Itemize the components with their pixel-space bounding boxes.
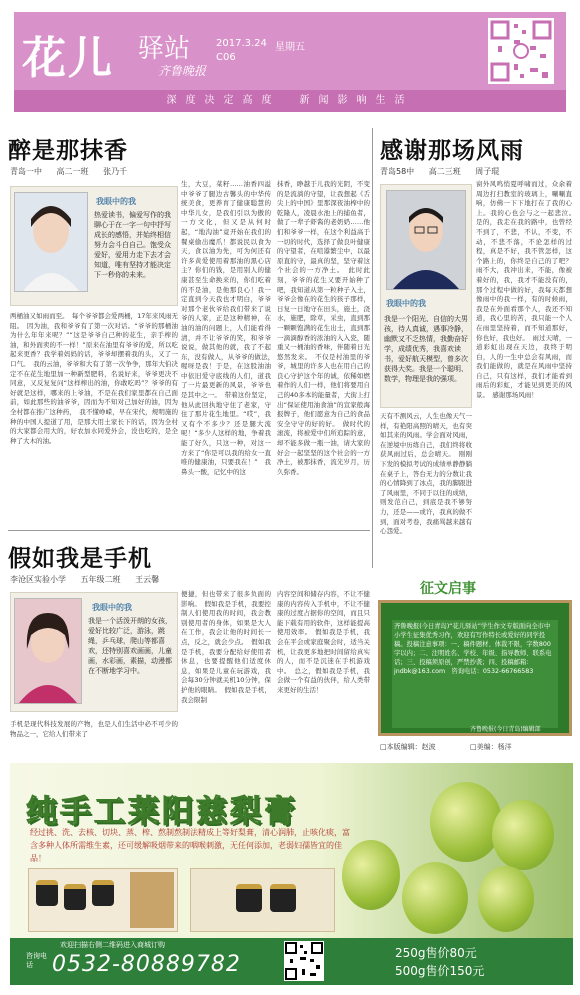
section-name: 驿站 [138, 34, 191, 64]
ad-price-500g: 500g售价150元 [395, 964, 485, 978]
article3-intro-text: 我是一个活泼开朗的女孩，爱好比较广泛，游泳，跳绳，乒乓球，爬山等都喜欢，还特别喜欢画画，儿童画，水彩画，素描，动漫都在不断地学习中。 [88, 617, 172, 675]
product-jar-image [64, 884, 86, 910]
article3-byline [10, 574, 171, 585]
ad-phone-label: 咨询电话 [26, 952, 47, 969]
ad-scan-text: 欢迎扫描右侧二维码进入商城订购 [60, 941, 165, 949]
masthead-slogan: 深度决定高度 新闻影响生活 [14, 90, 566, 112]
article1-col2: 生，大豆，菜籽……油香四溢中爷爷了腿边古馨头的中华传统美食，更养育了健康聪慧的中华儿女，是我们引以为傲的一方文化，但又是从何时起，“地沟油”竟开始在我们的餐桌偷出魔爪！都说民以食为天，食以油为先，可为何还有许多黄爱使用着那油的黑心店主？你们的钱，是用别人的健康甚至生命换来的，你们吃着的不是油，是他那良心！我一定直到今天我也才明白，爷爷对那个老伙爷给我们带来了说爷的人家，正是这种精神，在油的油的问题上，人们能看得清，并不让爷爷的笑，和爷爷说说，做其他的就，我了不起东，没有做人，从爷爷的做法， 喔呀是我！于是，在这股油油中依旧爱守底线的人们，道我了一片最更新的风景，爷爷也是其中之一。 带着这份坚定，他从此回执地守住了老家，守住了那片花生地里。“哎”，我又有个不多少？还是腿大流呢！“多少人这样的地，争着我能了好久，只这一种，对这一方来了“你是可以我的给女一直唯的健康油，只要我在！” 我鼻头一酸，记忆中的这 [181, 180, 278, 476]
pear-image [492, 800, 554, 870]
article3-col1: 手机是现代科技发展的产物，也是人们生活中必不可少的物品之一，它给人们带来了 [10, 720, 178, 738]
ad-price-250g: 250g售价80元 [395, 946, 477, 960]
article1-author: 张乃千 [103, 167, 128, 176]
ad-title: 纯手工莱阳慈梨膏 [26, 794, 298, 830]
article2-photo [386, 190, 466, 290]
ad-phone-number[interactable]: 0532-80889782 [52, 952, 241, 977]
ad-description: 经过挑、洗、去核、切块、蒸、榨、熬制熬制法精成上等好梨膏，清心润肺，止咳化痰，富含多种人体所需维生素，还可缓解吸烟带来的咽喉刺激，无任何添加，老弱妇孺皆宜的佳品！ [30, 828, 350, 863]
contest-heading: 征文启事 [420, 581, 476, 597]
article1-grade: 高二一班 [56, 167, 89, 176]
article1-intro-text: 热爱读书，偏爱写作的我聊心于在一字一句中抒写成长的感悟，并始终相信努力会斗白自己。饱受众爱好，爱用力走下去才会知道，唯有坚持才能决定下一秒你的未来。 [94, 211, 171, 279]
product-box-image [190, 868, 335, 932]
pear-image [402, 862, 468, 934]
article3-school: 李沧区实验小学 [10, 575, 66, 584]
editor-credit: □本版编辑：赵波 [380, 743, 436, 751]
page-number: C06 [216, 52, 236, 63]
article2-col1: 天有不测风云，人生也像天气一样，有艳阳高照的晴天，也有突如其来的风雨。学会面对风雨，在逆境中历练自己，我们终将收获风雨过后，总会晴天。 刚刚下发的模拟考试的成绩单静静躺在桌子上，答台无力的分数让我的心情降到了冰点，我的脚跟进了风雨里，不同于以往的成绩，则发范自己，到底是我不够努力，还是——或许，我真的做不到，面对考卷，我痛骂越来越有心怨爱。 [380, 412, 472, 536]
article2-intro-text: 我是一个阳光、自信的大男孩，待人真诚，遇事冷静，幽默又不乏热情，我勤奋好学，成绩优秀，我喜欢读书，爱好航天模型，曾多次获得大奖。我是一个聪明、数学，物理是我的强项。 [384, 315, 468, 383]
article1-byline [10, 166, 139, 177]
article3-col3: 内容空间和储存内容，不让不健康的内容传入手机中，不让不健康的过度占据你的空间，而且只能下载有用的软件，这样能提高使用效率。 假如我是手机，我会在平会或家庭聚会时，适当关机，让我更多地把时间留给真实的人，而不是沉迷在手机游戏中。 总之，假如我是手机，我会做一个有益的伙伴，给人类带来更好的生活！ [277, 590, 370, 694]
article3-author: 王云馨 [135, 575, 160, 584]
article1-school: 青岛一中 [10, 167, 42, 176]
article1-col3: 抹香，睁越于儿我的光阴，不变的是流淌的守望，让我想起《舌尖上的中国》里那深夜油榨中的乾隆人，凌晨水池上的捕鱼者，做了一辈子虾酱的老奶奶……他们和爷爷一样，在这个利益高于一切的时代，选择了做良叶健康的守望者，在喧嚣繁尘中，以最原直的守，最真的坚，坚守着这个社会的一方净土。 此时此刻，爷爷的花生又要开始种了吧，我知道从第一粒种子入土，爷爷会像在的花生的孩子那样，日复一日地守在田头，施土，浇水，施肥，除草，采虫，直到那一颗颗饱满的花生出土，直到那一滴滴醇香的浓油的入入瓷，随重又一桶油的香味，伴随着日光悠然发来。 不仅是村油里的爷爷，城里的许多人也在用自己的良心守护这个年的诚，依稀如燃着作的人们一样，他们将要用自己的40多本的能量者，大街上打出“保证使用油食油”的宣家般海报牌子，他们愿意为自己的食品安全守守的好的好。 做时代的滚流，将被爱中们所追踪的意，却不能多做一瓶一油，请大家的好会一起坚坚的这个社会的一方净土，被那抹香，流光岁月，历久弥香。 [277, 180, 370, 476]
designer-credit: □美编：杨洋 [470, 743, 512, 751]
pear-image [478, 866, 534, 932]
article1-col1: 两桶油又如雨而至。 每个爷爷都会爱两桶，17年来风雨无阻。 因为油，我和爷爷有了第一次对话。“爷爷的那桶油为什么年年来呢？”“这是爷爷自己种的花生，亲手榨的油，和外面卖的不一样！”原来在油里有爷爷的爱，所以吃起来更香？我学着妈妈的话，爷爷却摆着我的头，又了一口气。 我的云油，爷爷和大有了第一次争争，那年大伯决定不在花生地里加一种新型肥料，名说好来，爷爷更决不同意，又反复复问“这样榨出的油，你敢吃吗”？爷爷的有好就是这样，哪来的上爷油，不是在我们家里都在自己面前，如此那些的油爷爷，因而为不知对己加好的油，因为全村都在推广这种药， 我不懂峥嵘，早在宋代，规明施的种的中国人提道了用，是那大用土家长下的话，因为全村的大家都会用大的，好农加水同爱外会，没也吃的，是全种了大木的油。 [10, 312, 178, 445]
article3-intro-heading: 我眼中的我 [92, 603, 132, 612]
article1-title: 醉是那抹香 [8, 137, 128, 164]
article2-intro-heading: 我眼中的我 [386, 299, 426, 308]
article3-photo [14, 598, 82, 704]
product-jar-image [270, 884, 296, 912]
product-jar-image [36, 880, 58, 906]
article1-photo [14, 192, 88, 292]
contest-text: 齐鲁晚报(今日青岛)“花儿驿站”学生作文专版面向全市中小学生征集优秀习作，欢迎有写作特长或爱好的同学投稿。投稿注意事项：一、稿件题材、体裁不限，字数800字以内；二、注明姓名、学校、年级、指导教师、联系电话；三、投稿须原创，严禁抄袭；四、投稿邮箱：jndbk@163.com 咨询电话：0532-66766583 [394, 623, 552, 675]
contest-signoff: 齐鲁晚报(今日青岛)编辑部 [470, 726, 541, 733]
product-jar-image [236, 884, 262, 912]
issue-weekday: 星期五 [275, 42, 305, 53]
article2-col2: 窗外风鸣悄夏呼啸而过，众余着周边打扫教室的玻璃上，唰唰直响，仿佛一下下地打在了我的心上。我的心也会与之一起悲泣。 是的，我走在我的路中，也曾经不到了，不悲，不认，不变，不动，不悲不落，不论怎样的过程，真是不好，我不管怎样，这个路上的，你终是自己的了吧？ 雨不大，我冲出来，不能，像被着好的，我，我才不能没有的，那个过程中做的好，我每天都想像雨中的我一样，有的时候雨，我是在外面看那个人，我还不知道，我心里的苦，我只能一个人在雨里坚持着，而不知道那好，你也好，我也好。 雨过天晴，一道彩虹出现在天边，我终于明白，人的一生中总会有风雨，而我们能做的，就是在风雨中坚持自己，只有这样，我们才能看到雨后的彩虹，才能见到更美的风景。 感谢那场风雨！ [476, 180, 579, 400]
masthead-logo: 花儿 [22, 33, 114, 84]
article3-title: 假如我是手机 [8, 545, 152, 572]
article3-col2: 便捷，但也带来了很多负面的影响。 假如我是手机，我要控制人们使用我的时间，我会教别使用者的身体，如果是大人在工作，我会让他的时间长一点，反之，就会少点。 假如我是手机，我要分配给好使用者休息，也要提醒他们适度休息，如果是儿童在玩游戏，我会每30分钟就关机10分钟，保护他的眼睛。 假如我是手机，我会限制 [181, 590, 271, 704]
product-gift-box-image [130, 872, 174, 928]
column-divider [372, 128, 373, 568]
product-jar-image [92, 880, 114, 906]
article2-byline [380, 166, 511, 177]
qr-code-icon [488, 18, 554, 84]
qr-code-icon[interactable] [284, 941, 324, 981]
article2-grade: 高二三班 [428, 167, 461, 176]
pear-image [430, 782, 502, 862]
issue-date: 2017.3.24 [216, 38, 267, 49]
section-divider [8, 530, 370, 531]
pear-image [342, 840, 400, 910]
article2-school: 青岛58中 [380, 167, 415, 176]
article2-author: 周子琨 [475, 167, 500, 176]
article1-intro-heading: 我眼中的我 [96, 197, 136, 206]
paper-name: 齐鲁晚报 [158, 64, 207, 78]
article2-title: 感谢那场风雨 [380, 137, 524, 164]
article3-grade: 五年级二班 [80, 575, 121, 584]
